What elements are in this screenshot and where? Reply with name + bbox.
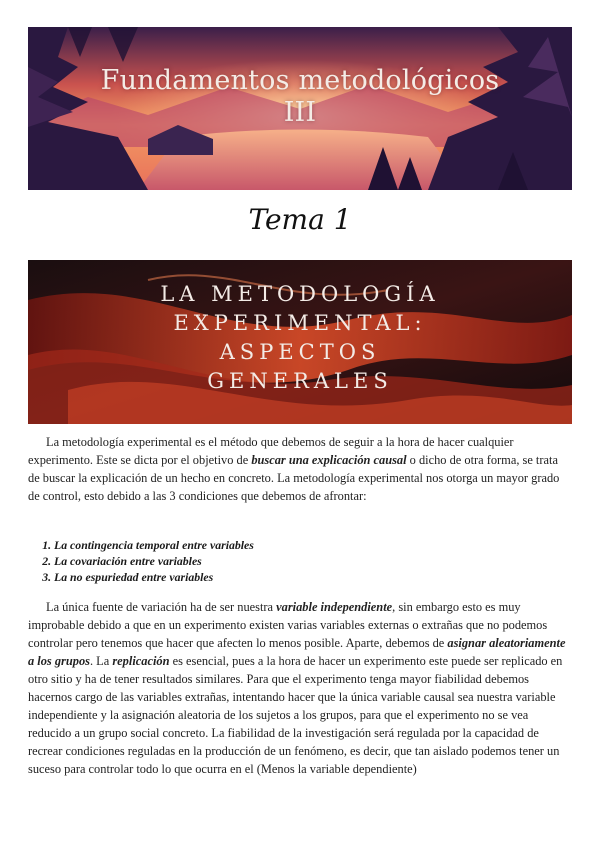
indent-spacer [28,600,46,614]
section-banner [28,260,572,424]
body-paragraph [28,598,572,778]
section-title-line3: ASPECTOS [219,340,381,364]
indent-spacer [28,435,46,449]
conditions-list [28,537,574,585]
header-banner [28,27,572,190]
list-item: 2. La covariación entre variables [54,553,574,569]
section-title [28,280,572,396]
document-heading: Tema 1 [248,203,352,236]
banner-title-line1: Fundamentos metodológicos [100,65,500,96]
body-text-2: , sin embargo esto es muy improbable debido a que en un experimento existen varias variables externas o extrañas que no podemos controlar pero tenemos que hacer que afecten lo menos posible. Aparte, debemos de [28,600,548,650]
body-emphasis-3: replicación [112,654,170,668]
body-emphasis-2: asignar aleatoriamente a los grupos [28,636,566,668]
body-text-1: La única fuente de variación ha de ser nuestra [46,600,277,614]
banner-title [28,65,572,129]
intro-text-b: o dicho de otra forma, se trata de buscar la explicación de un hecho en concreto. La metodología experimental nos otorga un mayor grado de control, esto debido a las 3 condiciones que debemos de afrontar: [28,453,560,503]
body-emphasis-1: variable independiente [276,600,393,614]
body-text-4: es esencial, pues a la hora de hacer un experimento este puede ser replicado en otro sitio y ha de tener resultados similares. Para que el experimento tenga mayor fiabilidad debemos hacernos cargo de las variables extrañas, intentando hacer que la única variable causal sea nuestra variable independiente y la asignación aleatoria de los sujetos a los grupos, para que el experimento no se vea reducido a un grupo social concreto. La fiabilidad de la investigación será regulada por la capacidad de recrear condiciones reguladas en la producción de un fenómeno, es decir, que tan aislado podemos tener un suceso para controlar todo lo que ocurra en el (Menos la variable dependiente) [28,654,563,776]
banner-title-line2: III [283,97,317,128]
intro-emphasis: buscar una explicación causal [251,453,407,467]
list-item: 3. La no espuriedad entre variables [54,569,574,585]
intro-text-a: La metodología experimental es el método que debemos de seguir a la hora de hacer cualquier experimento. Este se dicta por el objetivo de [28,435,514,467]
section-title-line2: EXPERIMENTAL: [173,311,427,335]
body-text-3: . La [89,654,113,668]
section-title-line1: LA METODOLOGÍA [160,282,440,306]
section-title-line4: GENERALES [207,369,393,393]
list-item: 1. La contingencia temporal entre variables [54,537,574,553]
intro-paragraph [28,433,572,505]
